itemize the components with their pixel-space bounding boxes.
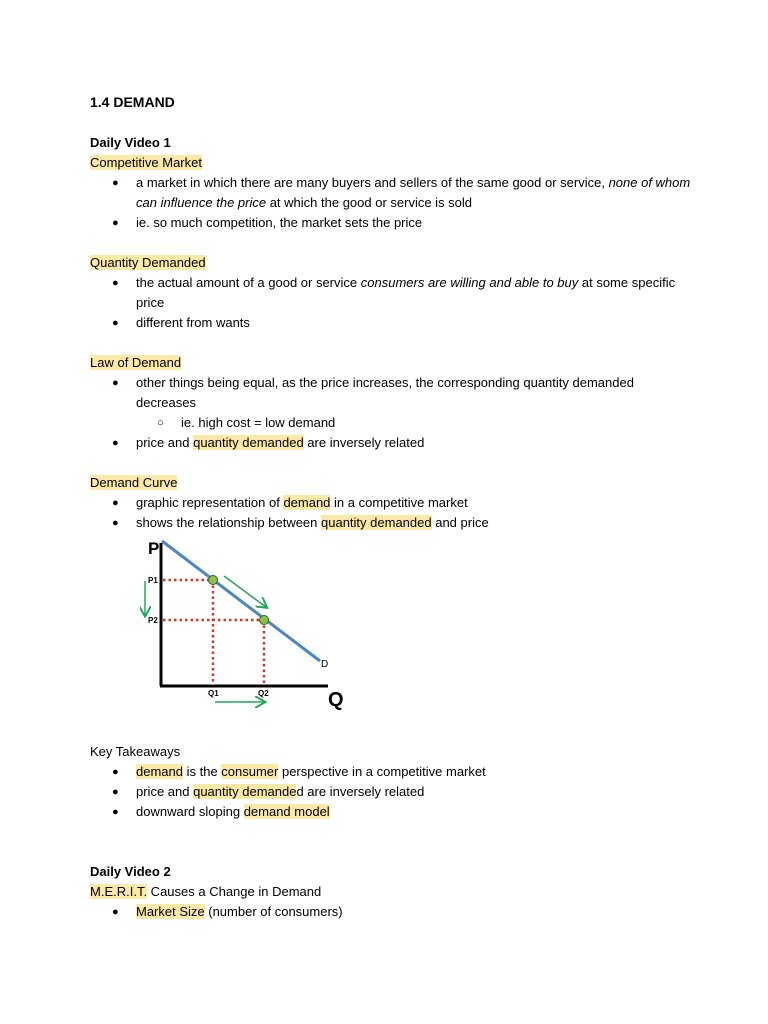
list-item: ● different from wants — [90, 313, 710, 333]
sub-list-item: ○ ie. high cost = low demand — [90, 413, 710, 433]
q1-label: Q1 — [208, 689, 219, 698]
q2-label: Q2 — [258, 689, 269, 698]
point-p2-q2 — [260, 616, 269, 625]
list-item: ● graphic representation of demand in a competitive market — [90, 493, 710, 513]
list-item: ● Market Size (number of consumers) — [90, 902, 710, 922]
section-demand-curve — [90, 473, 710, 533]
p1-label: P1 — [148, 576, 158, 585]
key-takeaways-heading: Key Takeaways — [90, 744, 181, 759]
q-axis-label: Q — [328, 689, 344, 711]
demand-curve-line — [162, 541, 320, 661]
video1-heading: Daily Video 1 — [90, 135, 171, 150]
section-law-of-demand — [90, 353, 710, 453]
point-p1-q1 — [209, 576, 218, 585]
demand-curve-graph — [140, 535, 355, 715]
term-law-of-demand: Law of Demand — [90, 355, 182, 370]
term-demand-curve: Demand Curve — [90, 475, 178, 490]
section-quantity-demanded — [90, 253, 710, 333]
page-title: 1.4 DEMAND — [90, 94, 175, 110]
list-item: ● price and quantity demanded are inversely related — [90, 433, 710, 453]
p-axis-label: P — [148, 539, 160, 558]
list-item: ● other things being equal, as the price increases, the corresponding quantity demanded decreases — [90, 373, 710, 413]
list-item: ● a market in which there are many buyers and sellers of the same good or service, none of whom can influence the price at which the good or service is sold — [90, 173, 710, 213]
section-key-takeaways — [90, 742, 710, 822]
section-competitive-market — [90, 133, 710, 233]
term-competitive-market: Competitive Market — [90, 155, 202, 170]
list-item: ● shows the relationship between quantity demanded and price — [90, 513, 710, 533]
term-merit: M.E.R.I.T. — [90, 884, 148, 899]
list-item: ● downward sloping demand model — [90, 802, 710, 822]
term-quantity-demanded: Quantity Demanded — [90, 255, 206, 270]
list-item: ● price and quantity demanded are inversely related — [90, 782, 710, 802]
list-item: ● ie. so much competition, the market sets the price — [90, 213, 710, 233]
demand-label: D — [321, 659, 329, 670]
section-video2: Daily Video 2 M.E.R.I.T. Causes a Change in Demand ● Market Size (number of consumers) — [90, 862, 710, 922]
list-item: ● the actual amount of a good or service consumers are willing and able to buy at some specific price — [90, 273, 710, 313]
p2-label: P2 — [148, 616, 158, 625]
video2-heading: Daily Video 2 — [90, 864, 171, 879]
list-item: ● demand is the consumer perspective in a competitive market — [90, 762, 710, 782]
